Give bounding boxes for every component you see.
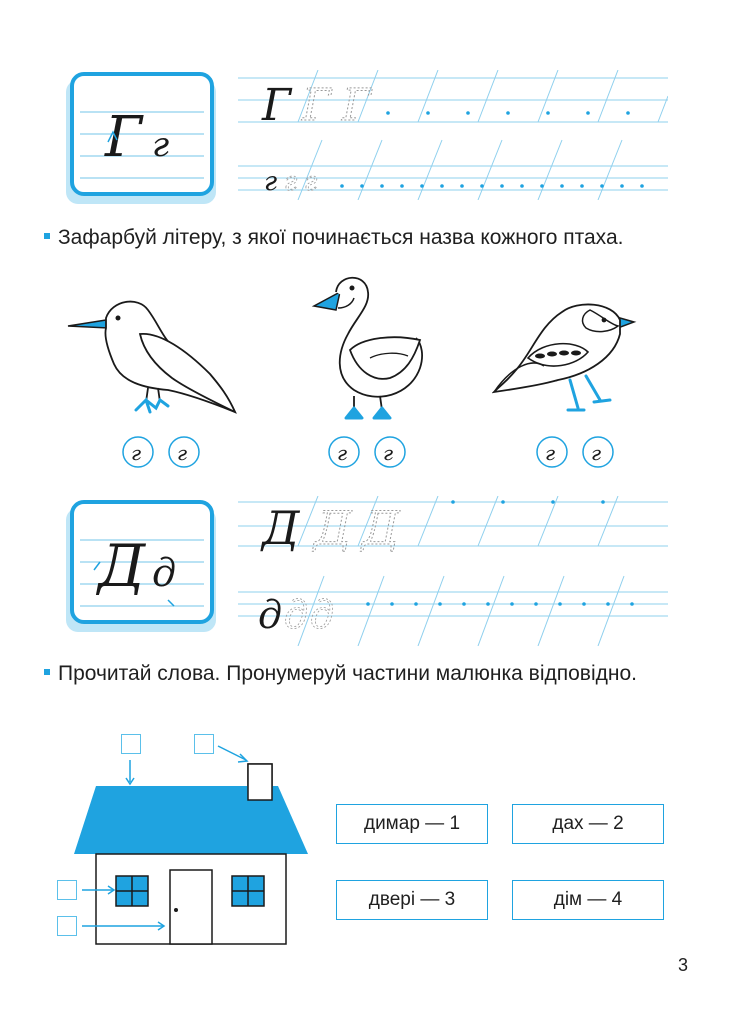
sparrow-choice-a-letter: г bbox=[545, 441, 556, 465]
page-number: 3 bbox=[678, 955, 689, 975]
svg-text:г: г bbox=[284, 167, 298, 197]
door bbox=[170, 870, 212, 944]
arrow-icon bbox=[218, 746, 246, 760]
svg-text:Г: Г bbox=[302, 80, 332, 131]
letter-g-card bbox=[60, 72, 220, 207]
letter-g-practice-lines bbox=[238, 70, 668, 200]
roof bbox=[74, 786, 308, 854]
crow-choice-a-letter: г bbox=[131, 441, 142, 465]
crow-letter-choices bbox=[118, 432, 208, 472]
bullet-icon bbox=[44, 233, 50, 239]
number-box-roof[interactable] bbox=[121, 734, 141, 754]
svg-text:г: г bbox=[304, 167, 318, 197]
number-box-wall[interactable] bbox=[57, 916, 77, 936]
sparrow-letter-choices bbox=[532, 432, 622, 472]
letter-d-practice-lines bbox=[238, 496, 668, 646]
svg-text:Д: Д bbox=[314, 501, 352, 555]
svg-text:Г: Г bbox=[342, 80, 372, 131]
task2-instruction bbox=[44, 658, 644, 689]
word-box-4: дім — 4 bbox=[512, 880, 664, 920]
letter-g-practice-lower: г bbox=[264, 167, 278, 197]
task1-text: Зафарбуй літеру, з якої починається назва кожного птаха. bbox=[58, 226, 624, 249]
bullet-icon bbox=[44, 669, 50, 675]
letter-g-practice-upper: Г bbox=[262, 80, 292, 131]
svg-text:д: д bbox=[310, 593, 335, 637]
sparrow-choice-b-letter: г bbox=[591, 441, 602, 465]
letter-d-lower-glyph: д bbox=[152, 551, 177, 595]
window-left bbox=[116, 876, 148, 906]
word-box-1: димар — 1 bbox=[336, 804, 488, 844]
window-right bbox=[232, 876, 264, 906]
letter-d-upper-glyph: Д bbox=[98, 532, 146, 600]
goose-letter-choices bbox=[324, 432, 414, 472]
svg-text:Д: Д bbox=[362, 501, 400, 555]
letter-d-card bbox=[60, 500, 220, 635]
goose-choice-b-letter: г bbox=[383, 441, 394, 465]
letter-d-practice-upper: Д bbox=[262, 501, 300, 555]
goose-illustration bbox=[310, 268, 430, 428]
crow-choice-b-letter: г bbox=[177, 441, 188, 465]
task2-text: Прочитай слова. Пронумеруй частини малюнка відповідно. bbox=[58, 662, 637, 685]
letter-d-practice-lower: д bbox=[258, 593, 283, 637]
letter-g-lower-glyph: г bbox=[152, 125, 170, 165]
word-box-3: двері — 3 bbox=[336, 880, 488, 920]
task1-instruction bbox=[44, 222, 684, 253]
word-box-2: дах — 2 bbox=[512, 804, 664, 844]
crow-illustration bbox=[60, 292, 245, 422]
sparrow-illustration bbox=[492, 296, 642, 420]
letter-g-upper-glyph: Г bbox=[105, 105, 143, 170]
house-illustration bbox=[50, 728, 315, 948]
goose-choice-a-letter: г bbox=[337, 441, 348, 465]
number-box-chimney[interactable] bbox=[194, 734, 214, 754]
number-box-window[interactable] bbox=[57, 880, 77, 900]
svg-text:д: д bbox=[284, 593, 309, 637]
